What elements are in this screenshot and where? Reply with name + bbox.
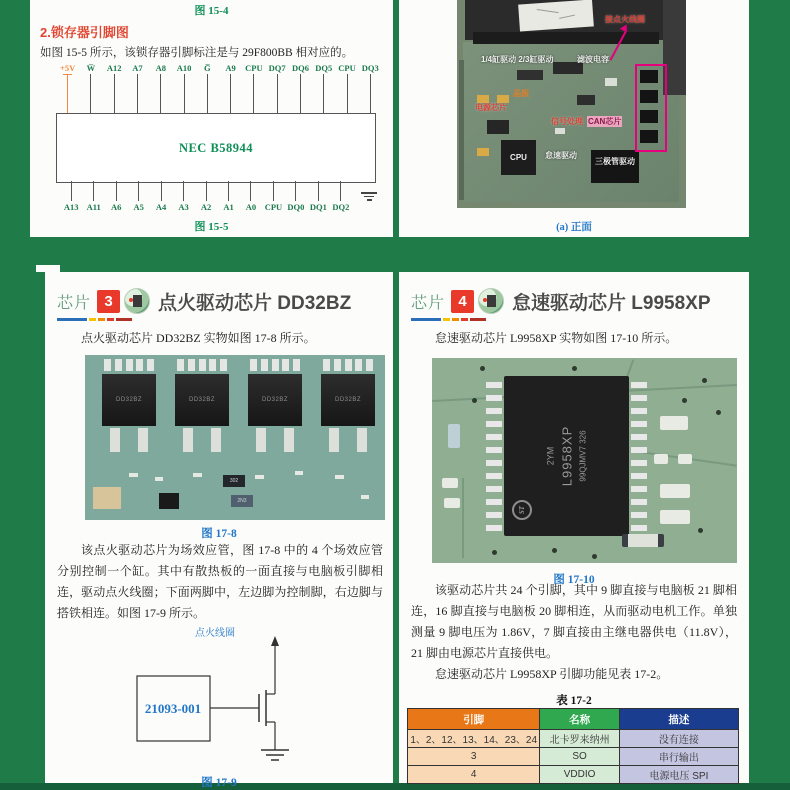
fet-marking: DD32BZ <box>261 397 288 403</box>
via <box>572 366 577 371</box>
chip-pin <box>631 525 647 531</box>
pin-line <box>90 74 91 113</box>
pad <box>366 359 373 371</box>
table-row <box>408 748 739 766</box>
pin-line <box>67 74 68 113</box>
chip-title: 点火驱动芯片 DD32BZ <box>158 292 352 314</box>
pin-line <box>347 74 348 113</box>
pin-line <box>300 74 301 113</box>
body-text: 怠速驱动芯片 L9958XP 实物如图 17-10 所示。 <box>435 331 678 345</box>
fet-pads <box>246 359 304 371</box>
pin <box>312 62 335 114</box>
section-header <box>57 284 351 318</box>
edge-connector <box>459 60 464 200</box>
page-ignition-driver <box>45 272 393 789</box>
fet-transistor <box>246 359 304 452</box>
pin-function-table <box>407 708 739 784</box>
chip-marking: 2YM <box>545 446 555 466</box>
pin-label: CPU <box>264 202 283 212</box>
leg <box>357 428 367 452</box>
annotation-power-chip: 电源芯片 <box>475 103 507 112</box>
pin-label: DQ7 <box>268 63 286 73</box>
pin-label: A6 <box>110 202 122 212</box>
capacitor <box>654 454 668 464</box>
pin-line <box>160 74 161 113</box>
pin <box>219 62 242 114</box>
pin-line <box>137 74 138 113</box>
resistor <box>231 495 253 507</box>
header-underline <box>57 318 134 321</box>
annotation-filter-cap: 滤波电容 <box>577 55 609 64</box>
power-pin <box>56 62 79 114</box>
chip-pin <box>631 408 647 414</box>
pin-line <box>230 74 231 113</box>
body-text: 如图 15-5 所示，该锁存器引脚标注是与 29F800BB 相对应的。 <box>40 47 354 59</box>
pad <box>220 359 227 371</box>
chip-marking: L9958XP <box>559 425 575 487</box>
leg <box>211 428 221 452</box>
pad <box>147 359 154 371</box>
pin-label: DQ2 <box>332 202 350 212</box>
pin-line <box>318 181 319 201</box>
fet-body <box>321 374 375 426</box>
via <box>480 366 485 371</box>
chip-pin <box>486 512 502 518</box>
chip-title: 怠速驱动芯片 L9958XP <box>512 292 711 314</box>
pin-label: A0 <box>245 202 257 212</box>
pin-line <box>138 181 139 201</box>
pad <box>261 359 268 371</box>
ignition-schematic <box>135 628 345 778</box>
annotation-idle: 怠速驱动 <box>545 151 577 160</box>
via <box>698 528 703 533</box>
via <box>492 550 497 555</box>
cpu-marking: CPU <box>510 153 527 162</box>
figure-caption: 图 17-9 <box>201 777 237 789</box>
pin-label: A10 <box>176 63 192 73</box>
pad <box>334 359 341 371</box>
fet-pads <box>319 359 377 371</box>
ic-chip <box>517 70 543 80</box>
via <box>682 398 687 403</box>
capacitor <box>660 484 690 498</box>
chip-pin <box>486 382 502 388</box>
annotation-transistor: 三极管驱动 <box>595 157 635 166</box>
resistor <box>223 475 245 487</box>
pin-label: G̅ <box>204 63 211 73</box>
figure-caption: 图 15-5 <box>194 221 229 233</box>
fet-legs <box>100 428 158 452</box>
figure-caption: 图 17-10 <box>553 574 595 586</box>
table-header-row <box>408 709 739 730</box>
table-row <box>408 730 739 748</box>
chip-marking: 99QJMV7 326 <box>578 430 587 482</box>
leg <box>110 428 120 452</box>
pin-line <box>277 74 278 113</box>
chip-tag: 芯片 <box>411 294 446 312</box>
table-cell: SO <box>540 748 619 766</box>
ecu-housing-bar <box>473 32 659 44</box>
pin-line <box>207 74 208 113</box>
table-cell: 1、2、12、13、14、23、24 <box>408 730 540 748</box>
table-cell: 4 <box>408 766 540 784</box>
annotation-cylinders: 1/4缸驱动 2/3缸驱动 <box>481 55 554 64</box>
st-logo-icon <box>512 500 532 520</box>
ground-symbol-icon <box>360 190 378 201</box>
pin-label: A12 <box>106 63 122 73</box>
chip-pin <box>486 486 502 492</box>
body-text: 该驱动芯片共 24 个引脚，其中 9 脚直接与电脑板 21 脚相连，16 脚直接与电脑板 20 脚相连，从而驱动电机工作。单独测量 9 脚电压为 1.86V，7 脚直接由主继电器供电（11.8V），21 脚由电源芯片直接供电。 <box>411 583 737 660</box>
leg <box>284 428 294 452</box>
svg-text:21093-001: 21093-001 <box>144 701 202 716</box>
chip-pin <box>631 473 647 479</box>
pin-label: A4 <box>155 202 167 212</box>
page-notch <box>36 265 60 272</box>
pin-label: DQ6 <box>291 63 309 73</box>
ignition-driver-chip <box>640 70 658 83</box>
latch-chip-outline <box>56 113 376 183</box>
pin-label: CPU <box>338 63 356 73</box>
pad <box>199 359 206 371</box>
pin-line <box>71 181 72 201</box>
table-header-cell: 名称 <box>540 709 619 730</box>
page-idle-driver <box>399 272 749 783</box>
chip-pin <box>486 434 502 440</box>
pin-line <box>114 74 115 113</box>
pin-label: +5V <box>60 63 76 73</box>
brand-logo-icon <box>478 288 504 314</box>
table-caption: 表 17-2 <box>556 695 592 707</box>
pin-line <box>250 181 251 201</box>
ecu-board-photo <box>457 0 686 208</box>
ic-chip <box>487 120 509 134</box>
pin-line <box>340 181 341 201</box>
fet-transistor <box>319 359 377 452</box>
annotation-coil: 接点火线圈 <box>605 15 645 24</box>
chip-pin <box>631 434 647 440</box>
pin-line <box>370 74 371 113</box>
capacitor <box>448 424 460 448</box>
page-latch-pinout <box>30 0 393 237</box>
chip-pin <box>486 525 502 531</box>
fet-marking: DD32BZ <box>334 397 361 403</box>
pin-line <box>253 74 254 113</box>
pin <box>359 62 382 114</box>
figure-caption: 图 17-8 <box>201 528 237 540</box>
capacitor <box>444 498 460 508</box>
chip-tag: 芯片 <box>57 294 92 312</box>
capacitor <box>477 148 489 156</box>
pin-line <box>323 74 324 113</box>
pad <box>555 128 565 134</box>
pin-label: A11 <box>86 202 101 212</box>
capacitor <box>660 416 688 430</box>
section-heading: 2.锁存器引脚图 <box>40 25 129 40</box>
cpu-chip <box>501 140 536 175</box>
header-underline <box>411 318 488 321</box>
table-cell: 北卡罗来纳州 <box>540 730 619 748</box>
ignition-driver-chip <box>640 90 658 103</box>
fet-marking: DD32BZ <box>115 397 142 403</box>
pin-label: A8 <box>155 63 166 73</box>
latch-top-pins <box>56 62 382 114</box>
pin <box>196 62 219 114</box>
pin-line <box>273 181 274 201</box>
pad <box>355 359 362 371</box>
pad <box>282 359 289 371</box>
capacitor <box>660 510 690 524</box>
ic-chip <box>577 95 595 105</box>
pin-label: DQ5 <box>315 63 333 73</box>
section-header <box>411 284 711 318</box>
table-cell: VDDIO <box>540 766 619 784</box>
fet-legs <box>319 428 377 452</box>
pin-label: A9 <box>225 63 236 73</box>
chip-pin <box>631 447 647 453</box>
via <box>716 410 721 415</box>
fet-pads <box>100 359 158 371</box>
pin-label: A3 <box>178 202 189 212</box>
l9958xp-photo <box>432 358 737 563</box>
ignition-driver-chip <box>640 110 658 123</box>
fet-transistor <box>173 359 231 452</box>
coil-label: 点火线圈 <box>195 628 235 639</box>
chip-pin <box>631 499 647 505</box>
pin-label: DQ3 <box>361 63 379 73</box>
pin <box>172 62 195 114</box>
pad <box>293 359 300 371</box>
pin <box>126 62 149 114</box>
pin-line <box>228 181 229 201</box>
pad <box>115 359 122 371</box>
chip-pin <box>631 382 647 388</box>
table-row <box>408 766 739 784</box>
table-header-cell: 引脚 <box>408 709 540 730</box>
body-text: 该点火驱动芯片为场效应管，图 17-8 中的 4 个场效应管分别控制一个缸。其中有散热板的一面直接与电脑板引脚相连，驱动点火线圈；下面两脚中，左边脚为控制脚，右边脚与搭铁相连。如图 17-9 所示。 <box>57 543 383 620</box>
pad <box>126 359 133 371</box>
via <box>472 398 477 403</box>
pin-label: A7 <box>132 63 143 73</box>
pin-label: DQ0 <box>287 202 305 212</box>
fet-pads <box>173 359 231 371</box>
annotation-crystal: 晶振 <box>513 89 529 98</box>
pin <box>335 62 358 114</box>
pad <box>104 359 111 371</box>
leg <box>138 428 148 452</box>
pad <box>272 359 279 371</box>
pad <box>136 359 143 371</box>
chip-number-badge: 3 <box>97 290 120 313</box>
figure-caption: 图 15-4 <box>194 5 229 17</box>
chip-pin <box>631 512 647 518</box>
chip-pin <box>486 460 502 466</box>
pin <box>289 62 312 114</box>
brand-logo-icon <box>124 288 150 314</box>
pad <box>605 78 617 86</box>
pin-label: DQ1 <box>309 202 327 212</box>
pad <box>177 359 184 371</box>
table-cell: 没有连接 <box>619 730 738 748</box>
table-cell: 3 <box>408 748 540 766</box>
pad <box>323 359 330 371</box>
fet-transistor <box>100 359 158 452</box>
chip-pin <box>486 408 502 414</box>
ignition-driver-chip <box>640 130 658 143</box>
fet-legs <box>173 428 231 452</box>
pin <box>266 62 289 114</box>
pin-label: A1 <box>223 202 234 212</box>
leg <box>183 428 193 452</box>
pad <box>345 359 352 371</box>
chip-pin <box>631 395 647 401</box>
table-cell: 串行输出 <box>619 748 738 766</box>
via <box>702 378 707 383</box>
annotation-signal: 信号处理 <box>551 117 583 126</box>
pin <box>149 62 172 114</box>
fet-body <box>248 374 302 426</box>
pin-label: CPU <box>245 63 263 73</box>
leg <box>256 428 266 452</box>
chip-pin <box>486 473 502 479</box>
pin <box>103 62 126 114</box>
fet-body <box>102 374 156 426</box>
small-chip <box>159 493 179 509</box>
pin-label: A2 <box>200 202 212 212</box>
chip-number-badge: 4 <box>451 290 474 313</box>
table-cell: 电源电压 SPI <box>619 766 738 784</box>
pin-line <box>295 181 296 201</box>
label-sticker <box>518 0 594 32</box>
dd32bz-photo <box>85 355 385 520</box>
pad <box>250 359 257 371</box>
table-header-cell: 描述 <box>619 709 738 730</box>
pin-label: W̅ <box>86 63 96 73</box>
pin-line <box>116 181 117 201</box>
resistor-marking: 2N3 <box>237 498 247 504</box>
capacitor <box>442 478 458 488</box>
annotation-can-chip: CAN芯片 <box>588 117 622 126</box>
pin-line <box>161 181 162 201</box>
resistor <box>622 534 664 547</box>
chip-pin <box>631 486 647 492</box>
latch-chip-label: NEC B58944 <box>178 140 254 155</box>
fet-legs <box>246 428 304 452</box>
photo-caption: (a) 正面 <box>556 222 592 233</box>
pin-line <box>93 181 94 201</box>
via <box>592 554 597 559</box>
resistor-marking: 302 <box>229 478 239 484</box>
st-logo-text: ST <box>518 505 526 515</box>
chip-pin <box>486 447 502 453</box>
pin <box>242 62 265 114</box>
chip-pin <box>486 395 502 401</box>
chip-pin <box>486 421 502 427</box>
pad <box>188 359 195 371</box>
page-board-photo <box>399 0 749 237</box>
fet-body <box>175 374 229 426</box>
pin <box>79 62 102 114</box>
fet-marking: DD32BZ <box>188 397 215 403</box>
chip-pin <box>631 460 647 466</box>
capacitor <box>678 454 692 464</box>
body-text: 点火驱动芯片 DD32BZ 实物如图 17-8 所示。 <box>81 331 316 345</box>
body-text: 怠速驱动芯片 L9958XP 引脚功能见表 17-2。 <box>435 667 669 681</box>
via <box>552 548 557 553</box>
pin-line <box>206 181 207 201</box>
pin-label: A13 <box>63 202 79 212</box>
pin-line <box>183 181 184 201</box>
pin-line <box>184 74 185 113</box>
pad <box>209 359 216 371</box>
chip-pin <box>631 421 647 427</box>
chip-pin <box>486 499 502 505</box>
capacitor <box>93 487 121 509</box>
leg <box>329 428 339 452</box>
chip-markings <box>487 394 647 519</box>
pin-label: A5 <box>133 202 144 212</box>
